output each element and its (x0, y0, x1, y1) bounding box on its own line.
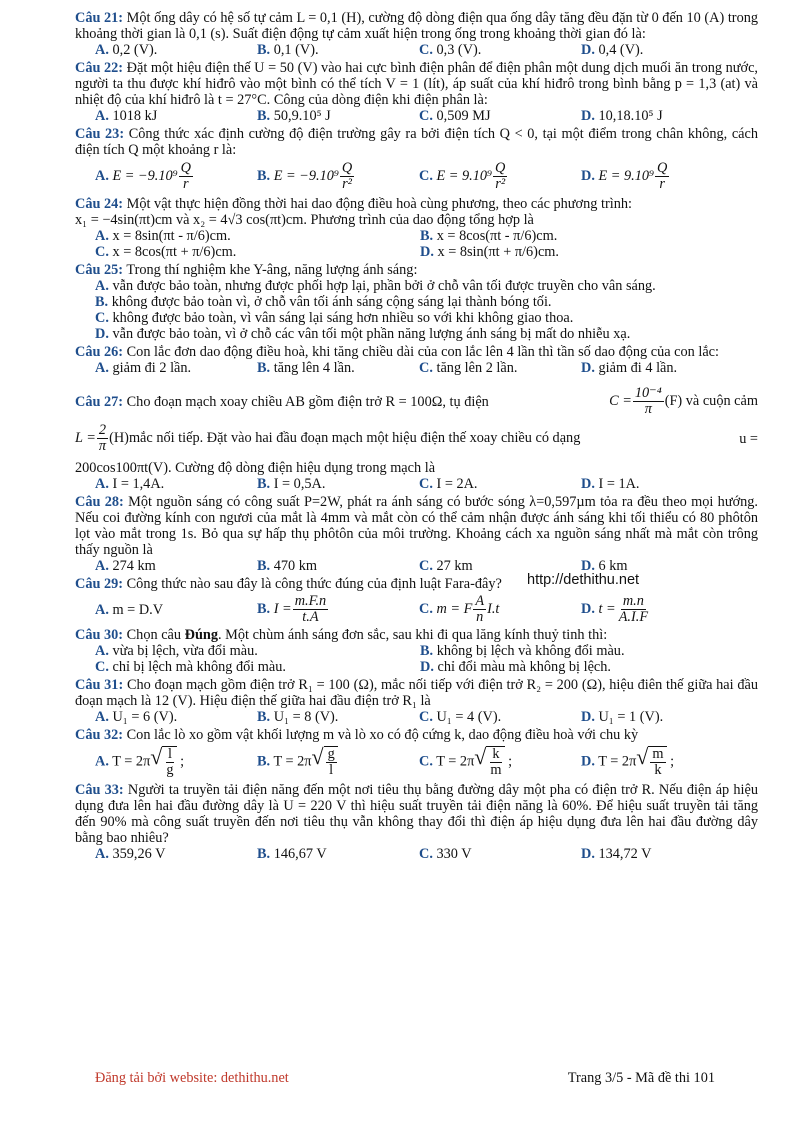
answer-row (75, 360, 758, 376)
option-b[interactable]: B. không bị lệch và không đổi màu. (420, 643, 625, 659)
answer-row (75, 42, 758, 58)
question-text: 200cos100πt(V). Cường độ dòng điện hiệu dụng trong mạch là (75, 460, 436, 476)
option-a[interactable]: A. m = D.V (95, 601, 164, 618)
question-text: Người ta truyền tải điện năng đến một nơi tiêu thụ bằng đường dây một pha có điện trở R. Nếu điện áp hiệu dụng đưa lên hai đầu đường dây là U = 220 V thì hiệu suất truyền tải điện năng là 60%. Để hiệu suất truyền tải tăng đến 90% mà công suất truyền đến nơi tiêu thụ vẫn không thay đổi thì điện áp hiệu dụng đưa lên hai đầu đường dây bằng bao nhiêu? (75, 782, 759, 846)
question-text: Con lắc lò xo gồm vật khối lượng m và lò xo có độ cứng k, dao động điều hoà với chu kỳ (126, 727, 639, 743)
option-c[interactable]: C. x = 8cos(πt + π/6)cm. (95, 244, 237, 260)
option-b[interactable]: B. T = 2π √ $\frac{g}{l}$ (257, 746, 419, 778)
option-c[interactable]: C. E = 9.10⁹ $\frac{Q}{\text{r²}}$ (419, 160, 506, 192)
option-d[interactable]: D. t = $\frac{m.n}{A.I.F}$ (581, 593, 649, 625)
option-b[interactable]: B. U₁ = 8 (V). (257, 709, 339, 725)
question-number: Câu 21: (75, 10, 124, 26)
option-d[interactable]: D. 10,18.10⁵ J (581, 108, 663, 124)
option-d[interactable]: D. vẫn được bảo toàn, vì ở chỗ các vân tối một phần năng lượng ánh sáng bị mất do nhiễu xạ. (95, 326, 631, 342)
option-b[interactable]: B. 50,9.10⁵ J (257, 108, 331, 124)
answer-row (75, 161, 758, 192)
question-text: Công thức xác định cường độ điện trường gây ra bởi điện tích Q < 0, tại một điểm trong chân không, cách điện tích Q một khoảng r là: (75, 126, 759, 158)
answer-row (75, 108, 758, 124)
option-b[interactable]: B. I = 0,5A. (257, 476, 326, 492)
option-d[interactable]: D. T = 2π √ $\frac{m}{k}$ ; (581, 744, 675, 778)
option-d[interactable]: D. 0,4 (V). (581, 42, 644, 58)
option-c[interactable]: C. chỉ bị lệch mà không đổi màu. (95, 659, 286, 675)
option-a[interactable]: A. vẫn được bảo toàn, nhưng được phối hợp lại, phần bởi ở chỗ vân tối được truyền cho vân sáng. (95, 278, 656, 294)
question-number: Câu 29: (75, 576, 124, 592)
option-a[interactable]: A. 359,26 V (95, 846, 166, 862)
option-c[interactable]: C. I = 2A. (419, 476, 478, 492)
answer-row (75, 709, 758, 725)
option-b[interactable]: B. I = $\frac{m.F.n}{t.A}$ (257, 593, 327, 625)
question-31 (75, 677, 758, 725)
question-number: Câu 26: (75, 344, 124, 360)
option-a[interactable]: A. T = 2π √ $\frac{l}{g}$ ; (95, 744, 185, 778)
question-33 (75, 782, 758, 862)
answer-row (75, 746, 758, 778)
option-a[interactable]: A. E = −9.10⁹ $\frac{Q}{r}$ (95, 160, 191, 192)
question-26 (75, 344, 758, 376)
option-c[interactable]: C. 27 km (419, 558, 473, 574)
option-c[interactable]: C. m = F $\frac{A}{n}$ I.t (419, 593, 500, 625)
option-b[interactable]: B. tăng lên 4 lần. (257, 360, 355, 376)
question-text: Một ống dây có hệ số tự cảm L = 0,1 (H), cường độ dòng điện qua ống dây tăng đều đặn từ 0 đến 10 (A) trong khoảng thời gian là 0,1 (s). Suất điện động tự cảm xuất hiện trong ống trong khoảng thời gian đó là: (75, 10, 759, 42)
question-number: Câu 28: (75, 494, 124, 510)
exam-page (75, 10, 758, 864)
question-number: Câu 33: (75, 782, 124, 798)
question-number: Câu 32: (75, 727, 124, 743)
question-text: Trong thí nghiệm khe Y-âng, năng lượng ánh sáng: (126, 262, 418, 278)
question-28 (75, 494, 758, 574)
option-a[interactable]: A. x = 8sin(πt - π/6)cm. (95, 228, 231, 244)
question-number: Câu 23: (75, 126, 125, 142)
question-text: Con lắc đơn dao động điều hoà, khi tăng chiều dài của con lắc lên 4 lần thì tần số dao động của con lắc: (126, 344, 720, 360)
answer-row (75, 244, 758, 260)
option-a[interactable]: A. I = 1,4A. (95, 476, 165, 492)
answer-row (75, 476, 758, 492)
watermark-url: http://dethithu.net (527, 572, 640, 588)
question-22 (75, 60, 758, 124)
option-b[interactable]: B. 470 km (257, 558, 317, 574)
option-c[interactable]: C. tăng lên 2 lần. (419, 360, 518, 376)
option-b[interactable]: B. 0,1 (V). (257, 42, 319, 58)
option-d[interactable]: D. giảm đi 4 lần. (581, 360, 678, 376)
question-number: Câu 25: (75, 262, 124, 278)
answer-row (75, 228, 758, 244)
question-equation: x₁ = −4sin(πt)cm và x₂ = 4√3 cos(πt)cm. Phương trình của dao động tổng hợp là (75, 212, 534, 228)
option-c[interactable]: C. T = 2π √ $\frac{k}{m}$ ; (419, 744, 513, 778)
answer-row (75, 643, 758, 659)
option-a[interactable]: A. U₁ = 6 (V). (95, 709, 178, 725)
question-number: Câu 27: (75, 393, 124, 410)
answer-row (75, 659, 758, 675)
option-a[interactable]: A. 1018 kJ (95, 108, 158, 124)
option-b[interactable]: B. x = 8cos(πt - π/6)cm. (420, 228, 558, 244)
footer-website: Đăng tải bởi website: dethithu.net (95, 1070, 289, 1086)
option-a[interactable]: A. vừa bị lệch, vừa đổi màu. (95, 643, 258, 659)
question-number: Câu 24: (75, 196, 124, 212)
option-a[interactable]: A. 274 km (95, 558, 156, 574)
option-d[interactable]: D. 134,72 V (581, 846, 652, 862)
question-number: Câu 31: (75, 677, 124, 693)
option-b[interactable]: B. 146,67 V (257, 846, 327, 862)
option-a[interactable]: A. 0,2 (V). (95, 42, 158, 58)
option-a[interactable]: A. giảm đi 2 lần. (95, 360, 192, 376)
question-25 (75, 262, 758, 342)
question-number: Câu 22: (75, 60, 124, 76)
question-text: Cho đoạn mạch gồm điện trở R₁ = 100 (Ω), mắc nối tiếp với điện trở R₂ = 200 (Ω), hiệu điên thế giữa hai đầu đoạn mạch là 12 (V). Hiệu điện thế giữa hai đầu điện trở R₁ là (75, 677, 758, 709)
option-c[interactable]: C. 0,509 MJ (419, 108, 491, 124)
answer-row (75, 594, 758, 625)
option-d[interactable]: D. chỉ đổi màu mà không bị lệch. (420, 659, 611, 675)
question-30: Câu 30: Chọn câu Đúng. Một chùm ánh sáng đơn sắc, sau khi đi qua lăng kính thuỷ tinh thì: A. vừa bị lệch, vừa đổi màu. B. không bị lệch và không đổi màu. C. chỉ bị lệch mà không đổi màu. D. chỉ đổi màu mà không bị lệch. (75, 627, 758, 675)
question-text: Một nguồn sáng có công suất P=2W, phát ra ánh sáng có bước sóng λ=0,597µm tỏa ra đều theo mọi hướng. Nếu coi đường kính con ngươi của mắt là 4mm và mắt còn có thể cảm nhận được ánh sáng khi tối thiểu có 80 phôtôn lọt vào mắt trong 1s. Bỏ qua sự hấp thụ phôtôn của môi trường. Khoảng cách xa nguồn sáng nhất mà mắt còn trông thấy nguồn là (75, 494, 759, 558)
question-number: Câu 30: (75, 627, 124, 643)
footer-page-number: Trang 3/5 - Mã đề thi 101 (567, 1070, 715, 1086)
question-24 (75, 196, 758, 260)
answer-row (75, 558, 758, 574)
option-d[interactable]: D. x = 8sin(πt + π/6)cm. (420, 244, 559, 260)
question-32 (75, 727, 758, 778)
answer-row (75, 846, 758, 862)
option-c[interactable]: C. không được bảo toàn, vì vân sáng lại sáng hơn nhiều so với khi không giao thoa. (95, 310, 574, 326)
option-c[interactable]: C. 0,3 (V). (419, 42, 482, 58)
option-d[interactable]: D. E = 9.10⁹ $\frac{Q}{r}$ (581, 160, 668, 192)
option-b[interactable]: B. không được bảo toàn vì, ở chỗ vân tối ánh sáng cộng sáng lại thành bóng tối. (95, 294, 552, 310)
page-footer (95, 1070, 715, 1086)
option-d[interactable]: D. I = 1A. (581, 476, 640, 492)
option-c[interactable]: C. U₁ = 4 (V). (419, 709, 502, 725)
question-text: Một vật thực hiện đồng thời hai dao động điều hoà cùng phương, theo các phương trình: (126, 196, 632, 212)
question-text: Cho đoạn mạch xoay chiều AB gồm điện trở R = 100Ω, tụ điện (126, 393, 489, 410)
question-27: Câu 27: Cho đoạn mạch xoay chiều AB gồm điện trở R = 100Ω, tụ điện C = $\frac{\text{10⁻⁴}}{\pi}$ (F) và cuộn cảm L = $\frac{2}{\pi}$ (H)mắc nối tiếp. Đặt vào hai đầu đoạn mạch một hiệu điện thế xoay chiều có dạng u = 200cos100πt(V). Cường độ dòng điện hiệu dụng trong mạch là A. I = 1,4A. B. I = 0,5A. C. I = 2A. D. I = 1A. (75, 385, 758, 492)
option-c[interactable]: C. 330 V (419, 846, 472, 862)
option-d[interactable]: D. U₁ = 1 (V). (581, 709, 664, 725)
question-21 (75, 10, 758, 58)
question-text: Đặt một hiệu điện thế U = 50 (V) vào hai cực bình điện phân để điện phân một dung dịch muối ăn trong nước, người ta thu được khí hiđrô vào một bình có thể tích V = 1 (lít), áp suất của khí hiđrô trong bình bằng p = 1,3 (at) và nhiệt độ của khí hiđrô là t = 27°C. Công của dòng điện khi điện phân là: (75, 60, 758, 108)
option-b[interactable]: B. E = −9.10⁹ $\frac{Q}{\text{r²}}$ (257, 160, 353, 192)
question-text: Công thức nào sau đây là công thức đúng của định luật Fara-đây? (126, 576, 502, 592)
question-23 (75, 126, 758, 192)
question-29 (75, 576, 758, 625)
option-d[interactable]: D. 6 km (581, 558, 628, 574)
